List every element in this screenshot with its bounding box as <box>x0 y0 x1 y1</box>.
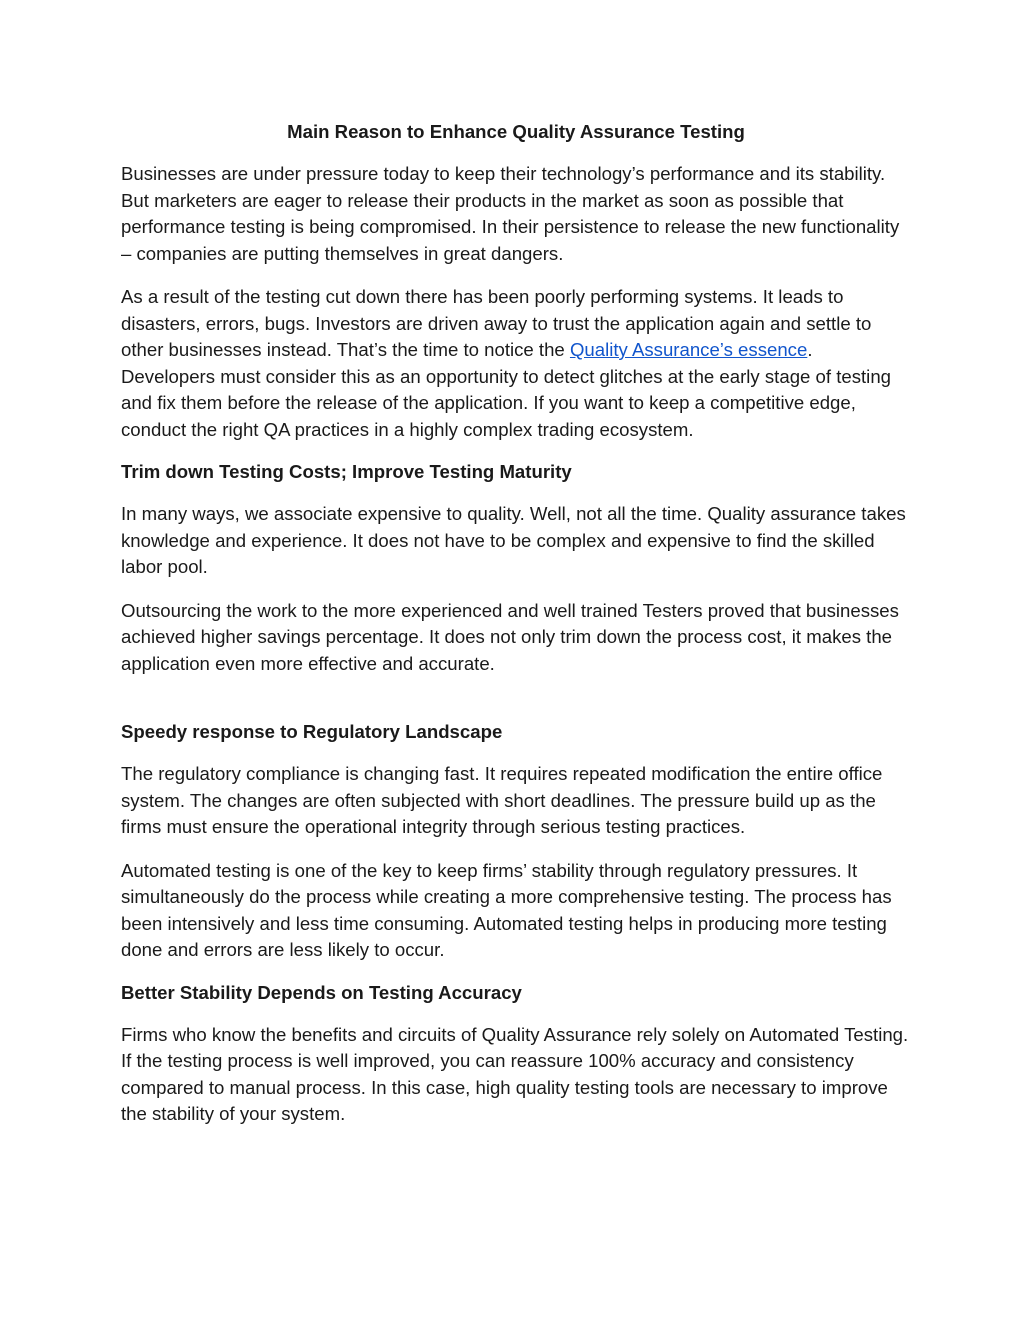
section1-paragraph-1: In many ways, we associate expensive to quality. Well, not all the time. Quality assurance takes knowledge and experience. It does not have to be complex and expensive to find the skilled labor pool. <box>121 503 906 577</box>
paragraph-text-before-link: As a result of the testing cut down there has been poorly performing systems. It leads to disasters, errors, bugs. Investors are driven away to trust the application again and settle to other businesses instead. That’s the time to notice the <box>121 286 872 360</box>
quality-assurance-essence-link[interactable]: Quality Assurance’s essence <box>569 339 808 360</box>
section-heading-stability: Better Stability Depends on Testing Accuracy <box>121 981 522 1003</box>
section2-paragraph-2: Automated testing is one of the key to keep firms’ stability through regulatory pressures. It simultaneously do the process while creating a more comprehensive testing. The process has been intensively and less time consuming. Automated testing helps in producing more testing done and errors are less likely to occur. <box>121 859 892 960</box>
section-heading-regulatory: Speedy response to Regulatory Landscape <box>121 721 503 742</box>
blank-line-spacer <box>121 694 911 720</box>
section2-paragraph-1: The regulatory compliance is changing fast. It requires repeated modification the entire office system. The changes are often subjected with short deadlines. The pressure build up as the firms must ensure the operational integrity through serious testing practices. <box>121 763 883 837</box>
section-heading-testing-costs: Trim down Testing Costs; Improve Testing Maturity <box>121 461 572 482</box>
intro-paragraph: Businesses are under pressure today to keep their technology’s performance and its stability. But marketers are eager to release their products in the market as soon as possible that performance testing is being compromised. In their persistence to release the new functionality – companies are putting themselves in great dangers. <box>121 163 900 264</box>
section3-paragraph-1: Firms who know the benefits and circuits of Quality Assurance rely solely on Automated Testing. If the testing process is well improved, you can reassure 100% accuracy and consistency compared to manual process. In this case, high quality testing tools are necessary to improve the stability of your system. <box>121 1023 909 1124</box>
document-body <box>121 120 911 1145</box>
section1-paragraph-2: Outsourcing the work to the more experienced and well trained Testers proved that businesses achieved higher savings percentage. It does not only trim down the process cost, it makes the application even more effective and accurate. <box>121 599 899 674</box>
paragraph-with-link <box>121 284 911 443</box>
document-title: Main Reason to Enhance Quality Assurance Testing <box>287 121 745 142</box>
paragraph-text-after-link: . Developers must consider this as an opportunity to detect glitches at the early stage of testing and fix them before the release of the application. If you want to keep a competitive edge, conduct the right QA practices in a highly complex trading ecosystem. <box>121 339 891 440</box>
